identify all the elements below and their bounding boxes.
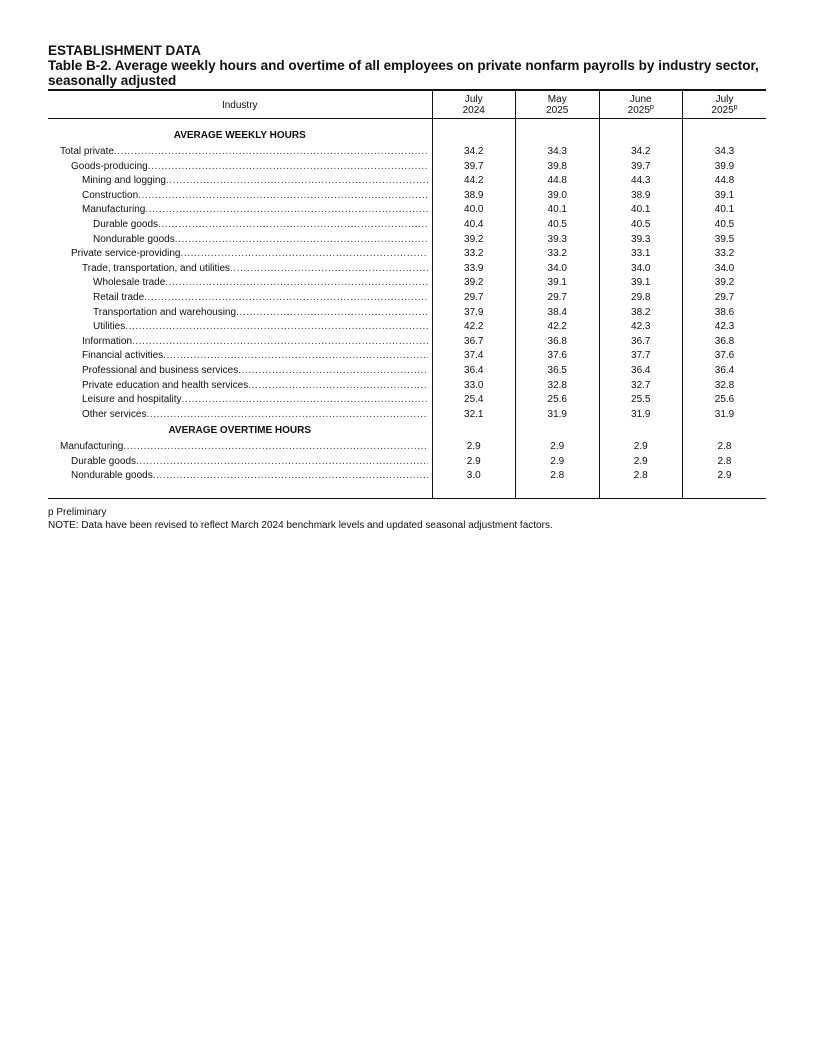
- industry-label: Wholesale trade: [93, 277, 166, 289]
- industry-label: Private service-providing: [71, 248, 181, 260]
- value-cell: 36.4: [432, 364, 516, 379]
- industry-label-cell: [48, 203, 432, 218]
- table-row: [48, 276, 766, 291]
- leader-dots: [153, 469, 428, 484]
- table-row: [48, 320, 766, 335]
- table-row: [48, 233, 766, 248]
- value-cell: 38.2: [599, 306, 683, 321]
- overtime-hours-rows: [48, 440, 766, 484]
- value-cell: 33.0: [432, 379, 516, 394]
- value-cell: 2.8: [516, 469, 600, 484]
- weekly-hours-rows: [48, 145, 766, 422]
- leader-dots: [175, 233, 428, 248]
- value-cell: 39.1: [683, 189, 767, 204]
- leader-dots: [165, 276, 427, 291]
- value-cell: 37.7: [599, 349, 683, 364]
- value-cell: 39.0: [516, 189, 600, 204]
- value-cell: 33.2: [516, 247, 600, 262]
- value-cell: 40.0: [432, 203, 516, 218]
- table-title: Table B-2. Average weekly hours and overtime of all employees on private nonfarm payrolls by industry sector, seasonally adjusted: [48, 58, 759, 88]
- table-row: [48, 203, 766, 218]
- value-cell: 2.9: [432, 440, 516, 455]
- industry-label: Manufacturing: [60, 441, 124, 453]
- value-cell: 34.2: [599, 145, 683, 160]
- industry-label: Durable goods: [93, 218, 159, 230]
- industry-label-cell: [48, 469, 432, 484]
- table-row: [48, 455, 766, 470]
- leader-dots: [125, 320, 427, 335]
- value-cell: 2.8: [683, 455, 767, 470]
- industry-label: Professional and business services: [82, 364, 239, 376]
- industry-label: Retail trade: [93, 291, 145, 303]
- value-cell: 36.7: [432, 335, 516, 350]
- industry-label-cell: [48, 145, 432, 160]
- industry-label-cell: [48, 320, 432, 335]
- industry-label: Nondurable goods: [93, 233, 175, 245]
- value-cell: 29.7: [432, 291, 516, 306]
- leader-dots: [181, 247, 428, 262]
- industry-label: Durable goods: [71, 455, 137, 467]
- leader-dots: [132, 335, 427, 350]
- table-row: [48, 160, 766, 175]
- value-cell: 32.1: [432, 408, 516, 423]
- value-cell: 44.3: [599, 174, 683, 189]
- leader-dots: [182, 393, 428, 408]
- industry-label-cell: [48, 233, 432, 248]
- industry-label-cell: [48, 160, 432, 175]
- table-row: [48, 349, 766, 364]
- value-cell: 42.2: [516, 320, 600, 335]
- value-cell: 39.3: [516, 233, 600, 248]
- value-cell: 33.2: [683, 247, 767, 262]
- value-cell: 34.3: [683, 145, 767, 160]
- value-cell: 40.5: [683, 218, 767, 233]
- industry-column-header: Industry: [48, 90, 432, 119]
- table-row: [48, 145, 766, 160]
- table-row: [48, 291, 766, 306]
- industry-label-cell: [48, 291, 432, 306]
- value-cell: 36.4: [599, 364, 683, 379]
- value-cell: 39.7: [599, 160, 683, 175]
- industry-label-cell: [48, 335, 432, 350]
- value-cell: 31.9: [599, 408, 683, 423]
- table-row: [48, 174, 766, 189]
- industry-label: Other services: [82, 408, 147, 420]
- value-cell: 39.1: [516, 276, 600, 291]
- value-cell: 34.3: [516, 145, 600, 160]
- table-row: [48, 247, 766, 262]
- value-cell: 39.8: [516, 160, 600, 175]
- leader-dots: [136, 455, 427, 470]
- value-cell: 36.5: [516, 364, 600, 379]
- industry-label-cell: [48, 276, 432, 291]
- table-row: [48, 306, 766, 321]
- table-row: [48, 189, 766, 204]
- value-cell: 36.8: [683, 335, 767, 350]
- value-cell: 44.8: [516, 174, 600, 189]
- leader-dots: [158, 218, 427, 233]
- leader-dots: [166, 174, 428, 189]
- value-cell: 42.3: [599, 320, 683, 335]
- value-cell: 38.6: [683, 306, 767, 321]
- industry-label: Mining and logging: [82, 175, 166, 187]
- col-header-2: May 2025: [516, 90, 600, 119]
- value-cell: 38.4: [516, 306, 600, 321]
- col-header-3: June 2025$^p$: [599, 90, 683, 119]
- value-cell: 40.1: [599, 203, 683, 218]
- value-cell: 39.1: [599, 276, 683, 291]
- section-heading-overtime: AVERAGE OVERTIME HOURS: [168, 425, 312, 437]
- industry-label: Leisure and hospitality: [82, 394, 182, 406]
- leader-dots: [123, 440, 427, 455]
- industry-label-cell: [48, 262, 432, 277]
- section-row: [48, 127, 766, 145]
- value-cell: 34.0: [683, 262, 767, 277]
- leader-dots: [230, 262, 427, 277]
- industry-label-cell: [48, 408, 432, 423]
- leader-dots: [163, 349, 427, 364]
- value-cell: 34.0: [599, 262, 683, 277]
- footnote-note: NOTE: Data have been revised to reflect March 2024 benchmark levels and updated seasonal adjustment factors.: [48, 520, 553, 532]
- industry-label-cell: [48, 393, 432, 408]
- leader-dots: [236, 306, 427, 321]
- value-cell: 39.2: [432, 233, 516, 248]
- industry-label-cell: [48, 189, 432, 204]
- value-cell: 34.0: [516, 262, 600, 277]
- industry-label-cell: [48, 306, 432, 321]
- industry-label: Transportation and warehousing: [93, 306, 237, 318]
- industry-label-cell: [48, 364, 432, 379]
- table-row: [48, 379, 766, 394]
- leader-dots: [238, 364, 427, 379]
- value-cell: 37.6: [516, 349, 600, 364]
- value-cell: 39.2: [432, 276, 516, 291]
- value-cell: 40.1: [683, 203, 767, 218]
- table-row: [48, 440, 766, 455]
- value-cell: 36.8: [516, 335, 600, 350]
- value-cell: 37.6: [683, 349, 767, 364]
- value-cell: 25.6: [516, 393, 600, 408]
- table-header-row: [48, 90, 766, 119]
- value-cell: 2.9: [432, 455, 516, 470]
- col-header-4: July 2025$^p$: [683, 90, 767, 119]
- value-cell: 3.0: [432, 469, 516, 484]
- value-cell: 39.3: [599, 233, 683, 248]
- industry-label: Private education and health services: [82, 379, 249, 391]
- value-cell: 33.2: [432, 247, 516, 262]
- value-cell: 2.9: [683, 469, 767, 484]
- industry-label: Information: [82, 335, 133, 347]
- industry-label: Total private: [60, 146, 114, 157]
- table-row: [48, 408, 766, 423]
- leader-dots: [138, 189, 427, 204]
- industry-label-cell: [48, 455, 432, 470]
- table-row: [48, 218, 766, 233]
- value-cell: 37.9: [432, 306, 516, 321]
- value-cell: 39.2: [683, 276, 767, 291]
- industry-label: Nondurable goods: [71, 470, 153, 482]
- value-cell: 25.5: [599, 393, 683, 408]
- value-cell: 44.2: [432, 174, 516, 189]
- value-cell: 39.9: [683, 160, 767, 175]
- value-cell: 44.8: [683, 174, 767, 189]
- value-cell: 2.9: [516, 455, 600, 470]
- value-cell: 40.4: [432, 218, 516, 233]
- industry-label-cell: [48, 349, 432, 364]
- value-cell: 37.4: [432, 349, 516, 364]
- value-cell: 31.9: [683, 408, 767, 423]
- table-row: [48, 262, 766, 277]
- section-row: [48, 422, 766, 440]
- value-cell: 2.8: [599, 469, 683, 484]
- document: [48, 44, 766, 532]
- value-cell: 36.4: [683, 364, 767, 379]
- industry-label-cell: [48, 174, 432, 189]
- industry-label: Construction: [82, 189, 139, 201]
- value-cell: 40.5: [516, 218, 600, 233]
- industry-label: Trade, transportation, and utilities: [82, 262, 231, 274]
- leader-dots: [145, 203, 427, 218]
- value-cell: 25.4: [432, 393, 516, 408]
- value-cell: 32.8: [516, 379, 600, 394]
- value-cell: 34.2: [432, 145, 516, 160]
- value-cell: 40.5: [599, 218, 683, 233]
- value-cell: 2.9: [599, 455, 683, 470]
- value-cell: 42.3: [683, 320, 767, 335]
- value-cell: 29.7: [516, 291, 600, 306]
- value-cell: 33.9: [432, 262, 516, 277]
- leader-dots: [148, 160, 428, 175]
- table-row: [48, 335, 766, 350]
- establishment-data-heading: ESTABLISHMENT DATA: [48, 43, 201, 58]
- value-cell: 40.1: [516, 203, 600, 218]
- value-cell: 38.9: [432, 189, 516, 204]
- value-cell: 33.1: [599, 247, 683, 262]
- value-cell: 38.9: [599, 189, 683, 204]
- footnote-preliminary: p Preliminary: [48, 507, 107, 519]
- value-cell: 32.8: [683, 379, 767, 394]
- industry-label: Financial activities: [82, 350, 164, 362]
- value-cell: 25.6: [683, 393, 767, 408]
- industry-label-cell: [48, 379, 432, 394]
- industry-label: Utilities: [93, 321, 126, 333]
- value-cell: 42.2: [432, 320, 516, 335]
- value-cell: 39.5: [683, 233, 767, 248]
- footnotes: [48, 506, 766, 532]
- value-cell: 32.7: [599, 379, 683, 394]
- value-cell: 2.9: [599, 440, 683, 455]
- leader-dots: [248, 379, 427, 394]
- leader-dots: [114, 145, 428, 160]
- value-cell: 2.9: [516, 440, 600, 455]
- table-row: [48, 393, 766, 408]
- value-cell: 29.8: [599, 291, 683, 306]
- industry-label-cell: [48, 247, 432, 262]
- col-header-1: July 2024: [432, 90, 516, 119]
- value-cell: 31.9: [516, 408, 600, 423]
- hours-table: [48, 89, 766, 499]
- industry-label: Goods-producing: [71, 160, 148, 172]
- leader-dots: [146, 408, 427, 423]
- value-cell: 36.7: [599, 335, 683, 350]
- table-row: [48, 364, 766, 379]
- value-cell: 29.7: [683, 291, 767, 306]
- industry-label-cell: [48, 218, 432, 233]
- table-row: [48, 469, 766, 484]
- value-cell: 39.7: [432, 160, 516, 175]
- industry-label-cell: [48, 440, 432, 455]
- leader-dots: [144, 291, 427, 306]
- section-heading-weekly: AVERAGE WEEKLY HOURS: [173, 130, 306, 141]
- industry-label: Manufacturing: [82, 204, 146, 216]
- value-cell: 2.8: [683, 440, 767, 455]
